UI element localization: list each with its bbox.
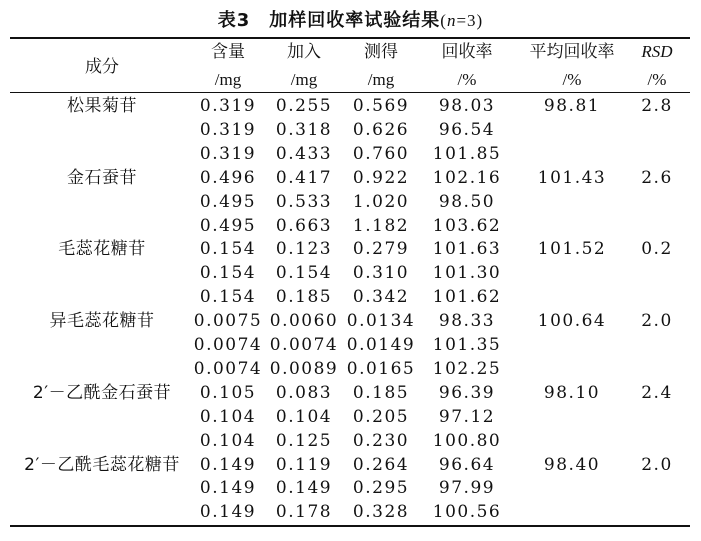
header-unit-3: /mg: [367, 70, 395, 89]
header-4: 回收率: [441, 42, 493, 62]
data-cell: 98.50: [438, 191, 496, 212]
component-name: 2′－乙酰金石蚕苷: [32, 382, 172, 403]
header-unit-4: /%: [457, 70, 477, 89]
data-cell: 102.16: [432, 167, 502, 188]
data-cell: 0.149: [199, 502, 257, 523]
data-cell: 0.0165: [346, 358, 416, 379]
data-cell: 101.35: [432, 335, 502, 355]
data-cell: 0.626: [352, 119, 410, 140]
average-recovery: 100.64: [537, 311, 607, 332]
data-cell: 97.99: [438, 478, 496, 499]
data-cell: 0.0074: [193, 335, 263, 355]
data-cell: 0.319: [199, 143, 257, 164]
data-cell: 0.125: [275, 430, 333, 451]
data-cell: 1.020: [352, 191, 410, 212]
data-cell: 0.119: [275, 454, 333, 475]
data-cell: 0.495: [199, 191, 257, 212]
header-5: 平均回收率: [529, 42, 615, 62]
average-recovery: 98.81: [543, 96, 601, 116]
data-cell: 0.0060: [269, 311, 339, 332]
component-name: 毛蕊花糖苷: [58, 239, 146, 260]
average-recovery: 98.40: [543, 454, 601, 475]
rsd-value: 0.2: [641, 239, 673, 260]
data-cell: 98.03: [438, 96, 496, 116]
data-cell: 0.0074: [193, 358, 263, 379]
data-cell: 0.295: [352, 478, 410, 499]
data-cell: 96.54: [438, 119, 496, 140]
average-recovery: 101.52: [537, 239, 607, 260]
top-rule: [10, 37, 690, 39]
average-recovery: 101.43: [537, 167, 607, 188]
data-cell: 0.149: [275, 478, 333, 499]
data-cell: 0.185: [275, 287, 333, 308]
data-cell: 101.62: [432, 287, 502, 308]
data-cell: 0.123: [275, 239, 333, 260]
data-cell: 0.533: [275, 191, 333, 212]
sample-size-note: (n=3): [440, 11, 484, 30]
data-cell: 0.922: [352, 167, 410, 188]
data-cell: 102.25: [432, 358, 502, 379]
data-cell: 0.495: [199, 215, 257, 236]
table-title-text: 表3 加样回收率试验结果: [217, 10, 441, 31]
header-unit-1: /mg: [214, 70, 242, 89]
data-cell: 0.663: [275, 215, 333, 236]
data-cell: 0.105: [199, 382, 257, 403]
data-cell: 0.154: [199, 263, 257, 284]
data-cell: 0.496: [199, 167, 257, 188]
data-cell: 0.230: [352, 430, 410, 451]
data-cell: 0.0089: [269, 358, 339, 379]
component-name: 金石蚕苷: [67, 167, 137, 188]
data-cell: 0.083: [275, 382, 333, 403]
data-cell: 0.0134: [346, 311, 416, 332]
data-cell: 0.319: [199, 119, 257, 140]
rsd-value: 2.0: [641, 454, 673, 475]
data-cell: 0.319: [199, 96, 257, 116]
data-cell: 101.63: [432, 239, 502, 260]
data-cell: 97.12: [438, 406, 496, 427]
component-name: 异毛蕊花糖苷: [49, 311, 155, 332]
data-cell: 0.205: [352, 406, 410, 427]
rsd-value: 2.8: [641, 96, 673, 116]
data-cell: 0.0149: [346, 335, 416, 355]
data-cell: 0.417: [275, 167, 333, 188]
header-component: 成分: [85, 57, 119, 77]
data-cell: 0.255: [275, 96, 333, 116]
data-cell: 0.328: [352, 502, 410, 523]
bottom-rule: [10, 525, 690, 527]
header-3: 测得: [364, 42, 398, 62]
data-cell: 0.318: [275, 119, 333, 140]
header-unit-5: /%: [562, 70, 582, 89]
data-cell: 0.569: [352, 96, 410, 116]
rsd-value: 2.6: [641, 167, 673, 188]
data-cell: 0.0074: [269, 335, 339, 355]
data-cell: 0.154: [199, 287, 257, 308]
data-cell: 0.0075: [193, 311, 263, 332]
component-name: 2′－乙酰毛蕊花糖苷: [24, 454, 180, 475]
data-cell: 96.39: [438, 382, 496, 403]
data-cell: 1.182: [352, 215, 410, 236]
data-cell: 0.310: [352, 263, 410, 284]
data-cell: 0.433: [275, 143, 333, 164]
header-6: RSD: [641, 42, 673, 61]
header-unit-2: /mg: [290, 70, 318, 89]
data-cell: 0.104: [275, 406, 333, 427]
data-cell: 0.185: [352, 382, 410, 403]
data-cell: 101.85: [432, 143, 502, 164]
data-cell: 0.104: [199, 430, 257, 451]
data-cell: 0.760: [352, 143, 410, 164]
data-cell: 0.104: [199, 406, 257, 427]
data-cell: 96.64: [438, 454, 496, 475]
data-cell: 98.33: [438, 311, 496, 332]
average-recovery: 98.10: [543, 382, 601, 403]
data-cell: 100.80: [432, 430, 502, 451]
data-cell: 0.178: [275, 502, 333, 523]
data-cell: 100.56: [432, 502, 502, 523]
data-cell: 0.149: [199, 478, 257, 499]
data-cell: 0.342: [352, 287, 410, 308]
header-2: 加入: [287, 42, 321, 62]
component-name: 松果菊苷: [67, 96, 137, 116]
data-cell: 0.154: [199, 239, 257, 260]
data-cell: 103.62: [432, 215, 502, 236]
rsd-value: 2.4: [641, 382, 673, 403]
data-cell: 101.30: [432, 263, 502, 284]
data-cell: 0.279: [352, 239, 410, 260]
data-cell: 0.154: [275, 263, 333, 284]
header-unit-6: /%: [647, 70, 667, 89]
data-cell: 0.264: [352, 454, 410, 475]
rsd-value: 2.0: [641, 311, 673, 332]
header-rule: [10, 92, 690, 93]
table-title: [0, 6, 701, 32]
header-1: 含量: [211, 42, 245, 62]
data-cell: 0.149: [199, 454, 257, 475]
